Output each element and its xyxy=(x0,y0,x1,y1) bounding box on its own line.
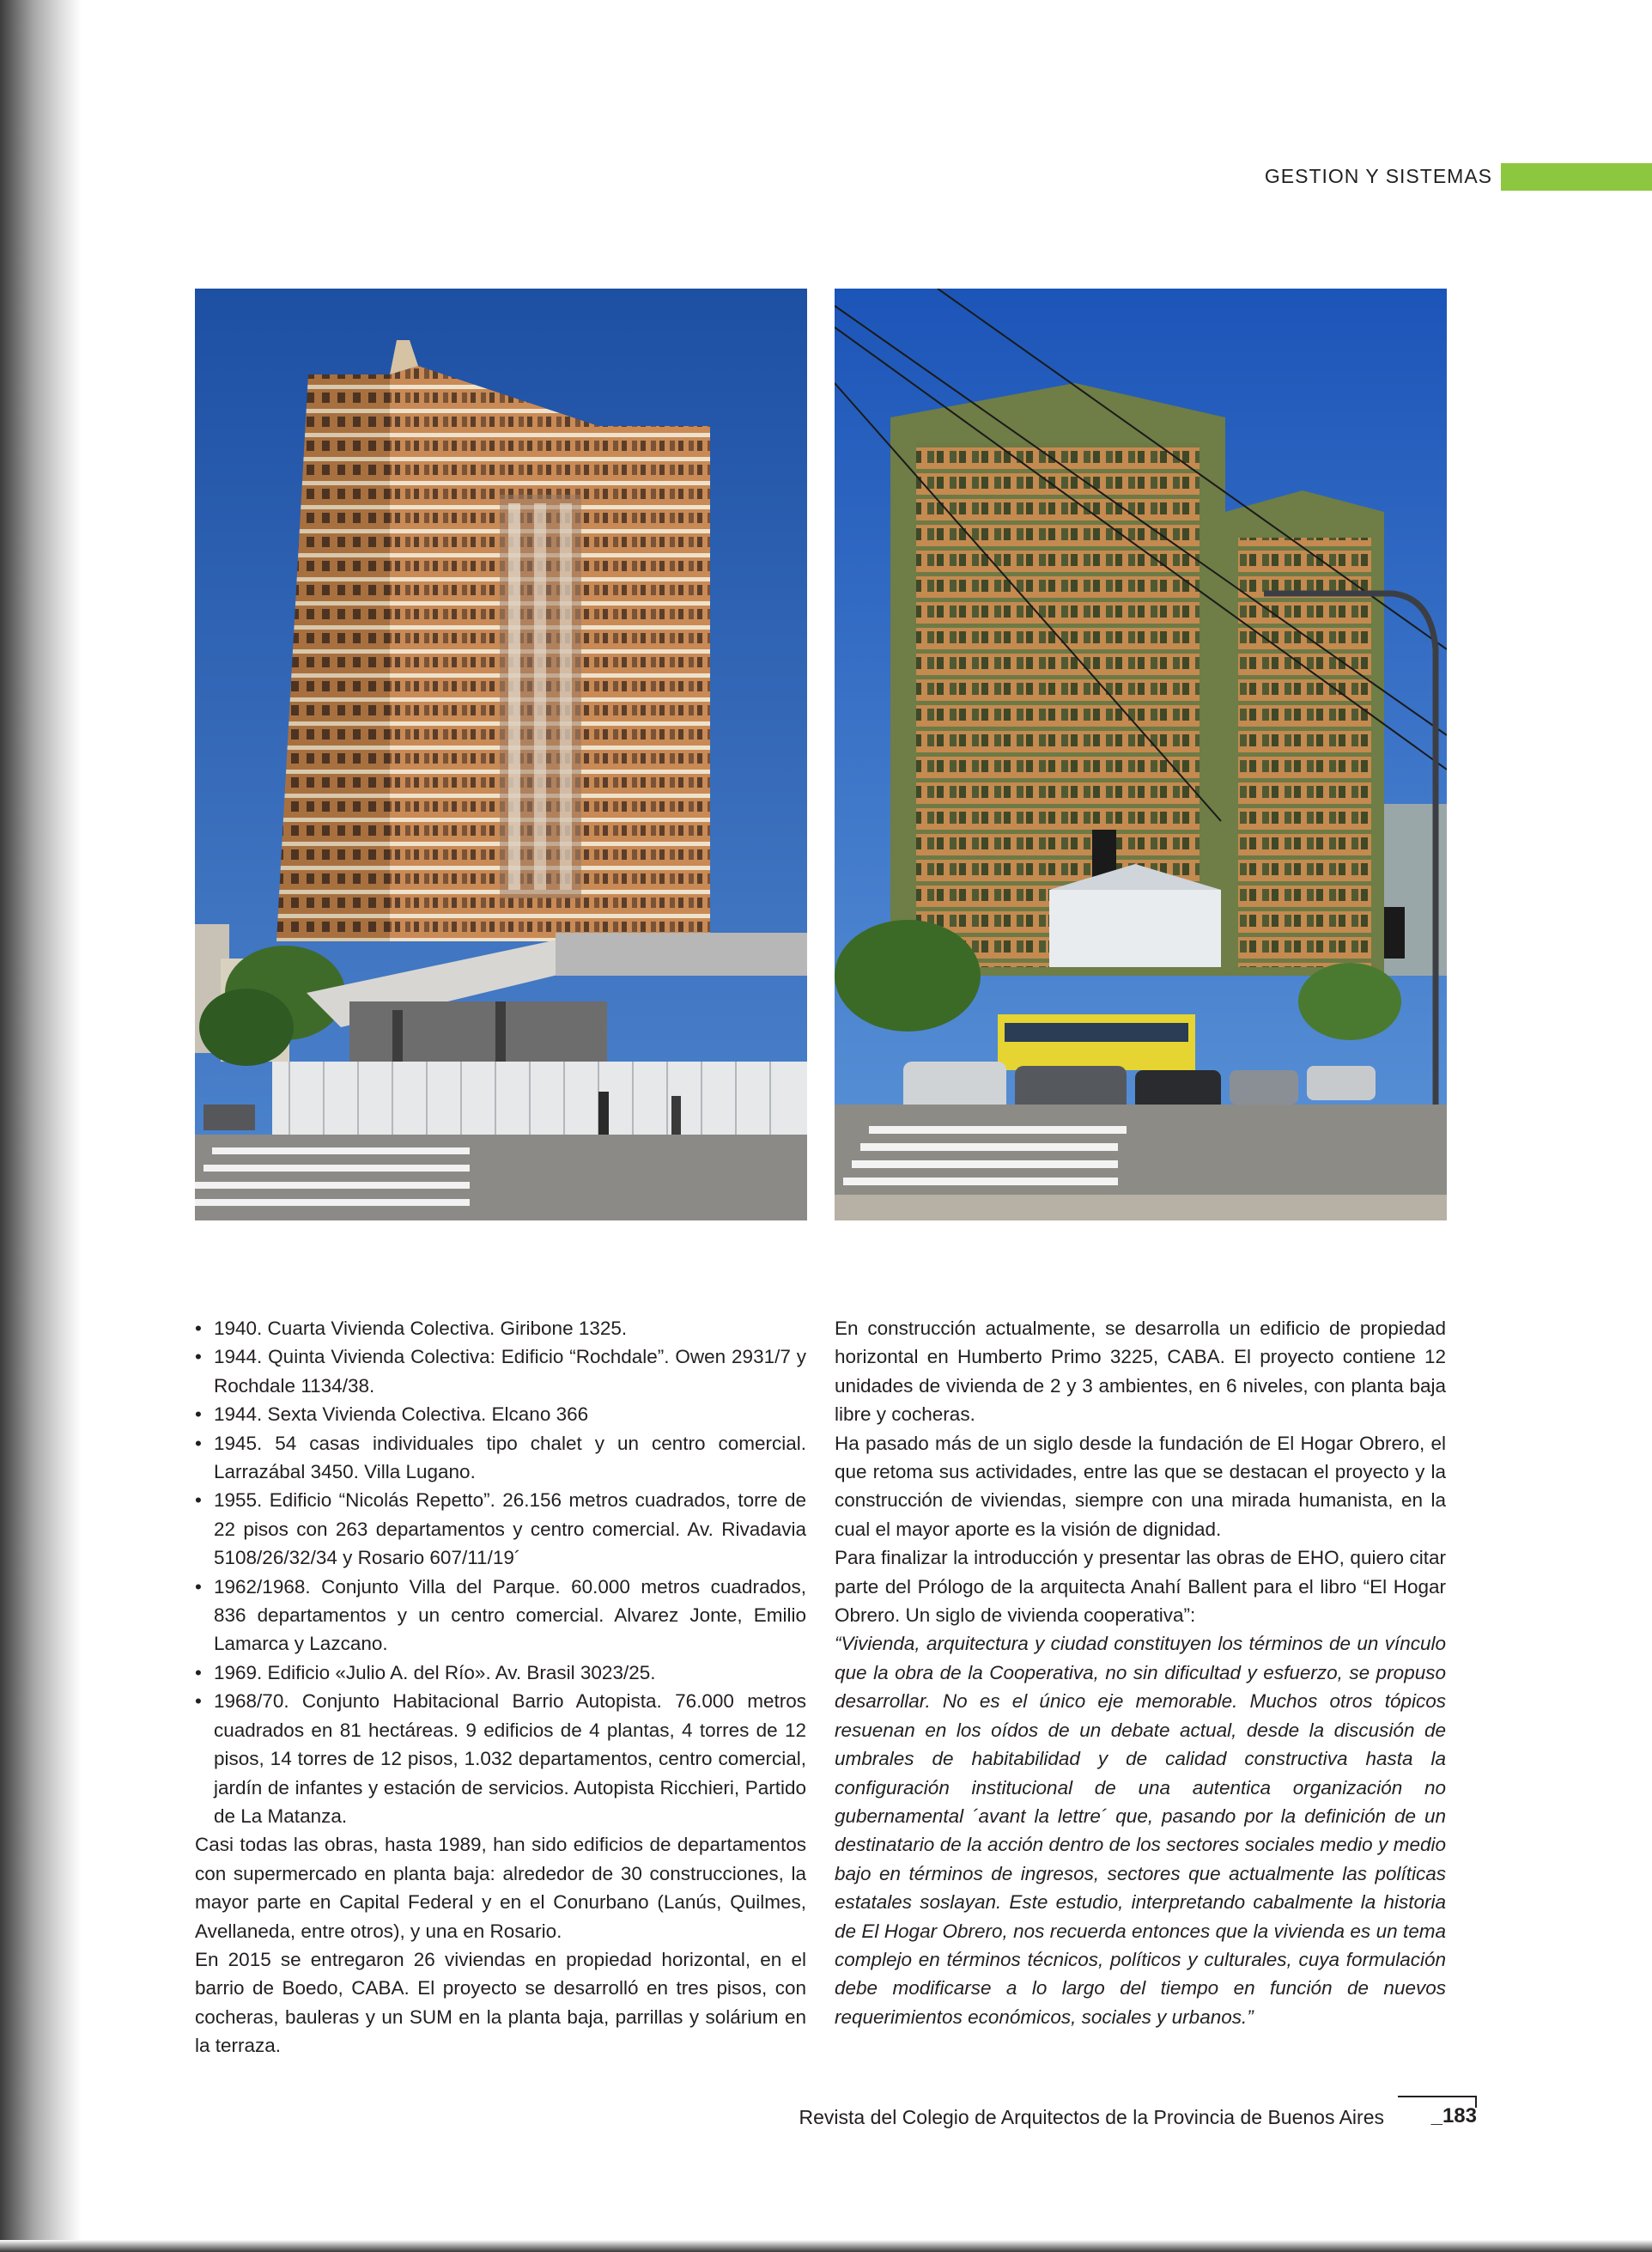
list-item: • 1944. Sexta Vivienda Colectiva. Elcano 366 xyxy=(195,1400,806,1428)
list-item: • 1940. Cuarta Vivienda Colectiva. Giribone 1325. xyxy=(195,1314,806,1342)
body-paragraph: Ha pasado más de un siglo desde la fundación de El Hogar Obrero, el que retoma sus actividades, entre las que se destacan el proyecto y la construcción de viviendas, siempre con una mirada humanista, en la cual el mayor aporte es la visión de dignidad. xyxy=(835,1432,1446,1540)
page-mark-line xyxy=(1398,2096,1477,2097)
page-number: _183 xyxy=(1430,2104,1477,2127)
body-paragraph: En construcción actualmente, se desarrolla un edificio de propiedad horizontal en Humberto Primo 3225, CABA. El proyecto contiene 12 unidades de vivienda de 2 y 3 ambientes, en 6 niveles, con planta baja libre y cocheras. xyxy=(835,1318,1446,1426)
body-paragraph: En 2015 se entregaron 26 viviendas en propiedad horizontal, en el barrio de Boedo, CABA. El proyecto se desarrolló en tres pisos, con cocheras, bauleras y un SUM en la planta baja, parrillas y solárium en la terraza. xyxy=(195,1948,806,2057)
body-paragraph: Para finalizar la introducción y presentar las obras de EHO, quiero citar parte del Prólogo de la arquitecta Anahí Ballent para el libro “El Hogar Obrero. Un siglo de vivienda cooperativa”: xyxy=(835,1547,1446,1627)
list-item: • 1968/70. Conjunto Habitacional Barrio Autopista. 76.000 metros cuadrados en 81 hectáreas. 9 edificios de 4 plantas, 4 torres de 12 pisos, 14 torres de 12 pisos, 1.032 departamentos, centro comercial, jardín de infantes y estación de servicios. Autopista Ricchieri, Partido de La Matanza. xyxy=(195,1687,806,1830)
body-paragraph: Casi todas las obras, hasta 1989, han sido edificios de departamentos con supermercado en planta baja: alrededor de 30 construcciones, la mayor parte en Capital Federal y en el Conurbano (Lanús, Quilmes, Avellaneda, entre otros), y una en Rosario. xyxy=(195,1834,806,1942)
page-bottom-edge xyxy=(0,2240,1652,2252)
journal-name: Revista del Colegio de Arquitectos de la Provincia de Buenos Aires xyxy=(799,2106,1384,2128)
list-item: • 1955. Edificio “Nicolás Repetto”. 26.156 metros cuadrados, torre de 22 pisos con 263 departamentos y centro comercial. Av. Rivadavia 5108/26/32/34 y Rosario 607/11/19´ xyxy=(195,1486,806,1572)
right-text-column xyxy=(835,1314,1446,2031)
left-text-column xyxy=(195,1314,806,2060)
quote-paragraph: “Vivienda, arquitectura y ciudad constituyen los términos de un vínculo que la obra de la Cooperativa, no sin dificultad y esfuerzo, se propuso desarrollar. No es el único eje memorable. Muchos otros tópicos resuenan en los oídos de un debate actual, desde la discusión de umbrales de habitabilidad y de calidad constructiva hasta la configuración institucional de una autentica organización no gubernamental ´avant la lettre´ que, pasando por la definición de un destinatario de la acción dentro de los sectores sociales medio y medio bajo en términos de ingresos, sectores que actualmente las políticas estatales soslayan. Este estudio, interpretando cabalmente la historia de El Hogar Obrero, nos recuerda entonces que la vivienda es un tema complejo en términos técnicos, políticos y culturales, cuya formulación debe modificarse a lo largo del tiempo en función de nuevos requerimientos económicos, sociales y urbanos.” xyxy=(835,1633,1446,2028)
list-item: • 1962/1968. Conjunto Villa del Parque. 60.000 metros cuadrados, 836 departamentos y un centro comercial. Alvarez Jonte, Emilio Lamarca y Lazcano. xyxy=(195,1573,806,1659)
section-label: GESTION Y SISTEMAS xyxy=(1264,165,1492,187)
list-item: • 1944. Quinta Vivienda Colectiva: Edificio “Rochdale”. Owen 2931/7 y Rochdale 1134/38. xyxy=(195,1342,806,1400)
page-footer xyxy=(773,2103,1477,2137)
section-header xyxy=(1185,163,1652,194)
photo-towers-green-street xyxy=(835,289,1447,1220)
section-accent-bar xyxy=(1501,163,1652,191)
binding-gutter xyxy=(0,0,82,2252)
photo-tower-orange-brick xyxy=(195,289,807,1220)
list-item: • 1969. Edificio «Julio A. del Río». Av. Brasil 3023/25. xyxy=(195,1659,806,1687)
list-item: • 1945. 54 casas individuales tipo chalet y un centro comercial. Larrazábal 3450. Villa Lugano. xyxy=(195,1429,806,1487)
